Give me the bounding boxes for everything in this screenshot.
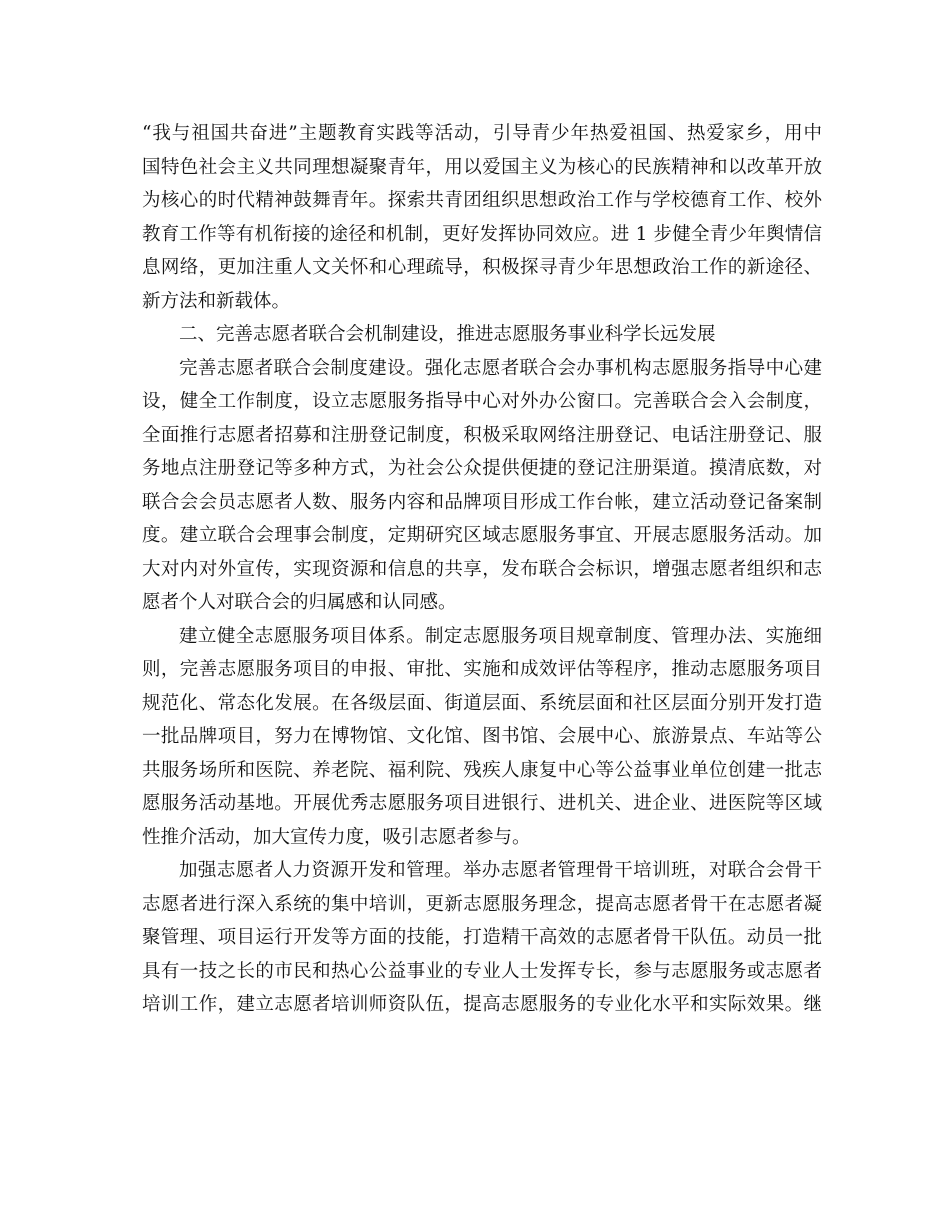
text-line: 教育工作等有机衔接的途径和机制，更好发挥协同效应。进 1 步健全青少年舆情信 — [142, 223, 822, 245]
text-line: “我与祖国共奋进”主题教育实践等活动，引导青少年热爱祖国、热爱家乡，用中 — [142, 123, 822, 144]
text-line: 愿者个人对联合会的归属感和认同感。 — [142, 592, 457, 613]
document-body — [142, 117, 822, 1022]
text-line: 愿服务活动基地。开展优秀志愿服务项目进银行、进机关、进企业、进医院等区域 — [142, 793, 822, 814]
text-line: 大对内对外宣传，实现资源和信息的共享，发布联合会标识，增强志愿者组织和志 — [142, 558, 822, 580]
text-line: 联合会会员志愿者人数、服务内容和品牌项目形成工作台帐，建立活动登记备案制 — [142, 491, 822, 513]
text-line: 新方法和新载体。 — [142, 290, 291, 312]
text-line: 志愿者进行深入系统的集中培训，更新志愿服务理念，提高志愿者骨干在志愿者凝 — [142, 893, 822, 915]
paragraph-first-line: 完善志愿者联合会制度建设。强化志愿者联合会办事机构志愿服务指导中心建 — [179, 357, 822, 379]
text-line: 息网络，更加注重人文关怀和心理疏导，积极探寻青少年思想政治工作的新途径、 — [142, 257, 822, 278]
text-line: 规范化、常态化发展。在各级层面、街道层面、系统层面和社区层面分别开发打造 — [142, 692, 822, 714]
text-line: 性推介活动，加大宣传力度，吸引志愿者参与。 — [142, 826, 531, 848]
text-line: 为核心的时代精神鼓舞青年。探索共青团组织思想政治工作与学校德育工作、校外 — [142, 190, 822, 211]
paragraph-first-line: 建立健全志愿服务项目体系。制定志愿服务项目规章制度、管理办法、实施细 — [179, 625, 822, 647]
section-heading: 二、完善志愿者联合会机制建设，推进志愿服务事业科学长远发展 — [179, 324, 716, 345]
text-line: 设，健全工作制度，设立志愿服务指导中心对外办公窗口。完善联合会入会制度， — [142, 391, 822, 412]
text-line: 一批品牌项目，努力在博物馆、文化馆、图书馆、会展中心、旅游景点、车站等公 — [142, 726, 822, 747]
paragraph-first-line: 加强志愿者人力资源开发和管理。举办志愿者管理骨干培训班，对联合会骨干 — [179, 860, 822, 881]
text-line: 全面推行志愿者招募和注册登记制度，积极采取网络注册登记、电话注册登记、服 — [142, 424, 822, 446]
text-line: 聚管理、项目运行开发等方面的技能，打造精干高效的志愿者骨干队伍。动员一批 — [142, 927, 822, 948]
text-line: 培训工作，建立志愿者培训师资队伍，提高志愿服务的专业化水平和实际效果。继 — [142, 994, 822, 1015]
text-line: 国特色社会主义共同理想凝聚青年，用以爱国主义为核心的民族精神和以改革开放 — [142, 156, 822, 178]
text-line: 度。建立联合会理事会制度，定期研究区域志愿服务事宜、开展志愿服务活动。加 — [142, 525, 822, 546]
text-line: 具有一技之长的市民和热心公益事业的专业人士发挥专长，参与志愿服务或志愿者 — [142, 960, 822, 982]
text-line: 务地点注册登记等多种方式，为社会公众提供便捷的登记注册渠道。摸清底数，对 — [142, 458, 822, 479]
text-line: 则，完善志愿服务项目的申报、审批、实施和成效评估等程序，推动志愿服务项目 — [142, 659, 822, 680]
text-line: 共服务场所和医院、养老院、福利院、残疾人康复中心等公益事业单位创建一批志 — [142, 759, 822, 781]
